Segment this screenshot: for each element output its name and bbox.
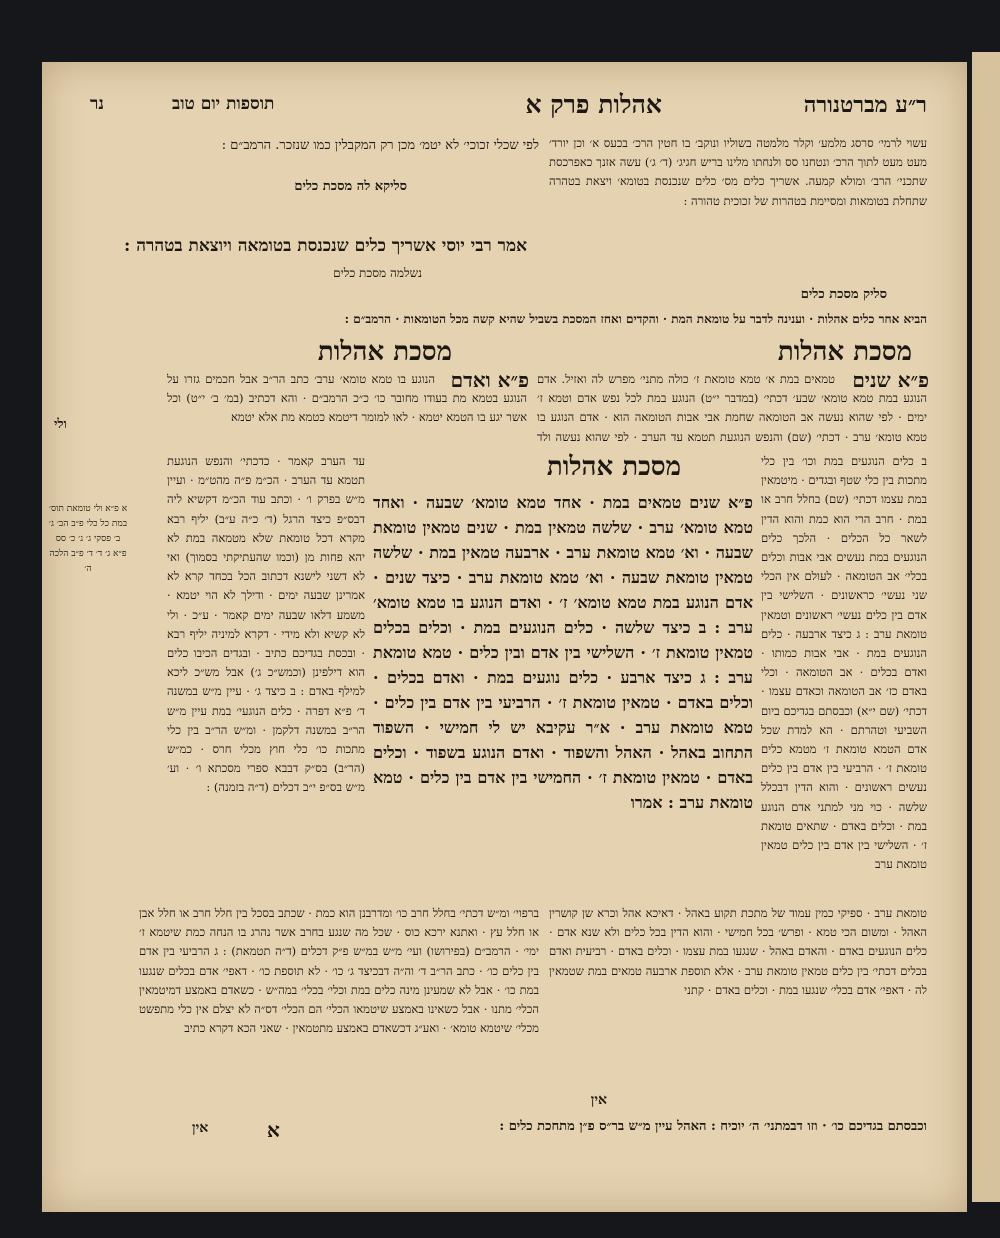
right-commentary-column: ב כלים הנוגעים במת וכו׳ בין כלי מתכות בין כלי שטף ובגדים · מיטמאין במת עצמו דכתי׳ (שם) בחלל חרב או במת · חרב הרי הוא כמת והוא הדין לשאר כל הכלים · הלכך כלים הנוגעים במת נעשים אבי אבות וכלים בכלי׳ אב הטומאה · לעולם אין הכלי שני נעשי׳ כראשונים · השלישי בין אדם בין כלים נעשי׳ ראשונים וטמאין טומאת ערב : ג כיצד ארבעה · כלים הנוגעים במת · אבי אבות כמותו · ואדם בכלים · אב הטומאה · וכלי באדם כז׳ אב הטומאה וכאדם עצמו · דכתי׳ (שם י״א) וכבסתם בגדיכם ביום השביעי וטהרתם · הא למדת שכל אדם הטמא טומאת ז׳ מטמא כלים טומאת ז׳ · הרביעי בין אדם בין כלים נעשים ראשונים · והוא הדין דבכלל שלשה · כוי מני למתני אדם הנוגע במת · וכלים באדם · שתאים טומאת ז׳ · השלישי בין אדם בין כלים טמאין טומאת ערב bbox=[761, 454, 927, 872]
right-commentary-opening: טמאים במת א׳ טמא טומאת ז׳ כולה מתני׳ מפרש לה ואזיל. אדם הנוגע במת טמא טומא׳ שבע׳ דכתי׳ (במדבר י״ט) הנוגע במת לכל נפש אדם וטמא ז׳ ימים · לפי שהוא נעשה אב הטומאה שחמת אבי אבות הטומאה הוא · אדם הנוגע בו טמא טומא׳ ערב · דכתי׳ (שם) והנפש הנוגעת תטמא עד הערב · לפי שהוא נעשה ולד bbox=[537, 372, 927, 444]
bottom-left-commentary: ברפוי׳ ומ״ש דכתי׳ בחלל חרב כו׳ ומדרבנן הוא כמת · שכתב בסכל בין חלל חרב או חלל אבן או חלל עץ · ואתנא ירכא כוס · שכל מה שנגע בחרב אשר נהרג בו הנחה כמת שיטמא ז׳ ימי׳ · הרמב״ם (בפירושו) ועי׳ מ״ש במ״ש פ״ק דכלים (ד״ה תטמאת) : ג הרביעי בין אדם בין כלים כו׳ · כתב הר״ב ד׳ וה״ה דבכיצד ג׳ כו׳ · לא תוספת כו׳ · דאפי׳ אדם בכלים שנגעו במת כו׳ · אבל לא שמעינן מינה כלים במת וכלי׳ בכלי׳ במה״ש · כשאדם באמצע דמיטמאין הכלי׳ מתנו · אבל כשאינו באמצע שיטמאו הכלי׳ הם הכלי׳ דס״ה לא יצלם אין כלי מתפשט מכלי׳ שיטמא טומא׳ · ואע״ג דכשאדם באמצע מתטמאין · שאני הכא דקרא כתיב bbox=[139, 906, 539, 1036]
bottom-closing-line: וכבסתם בגדיכם כו׳ · וזו דבמתני׳ ה׳ יוכיח : האהל עיין מ״ש בר״ס פ״ן מתחכת כלים : bbox=[499, 1119, 927, 1134]
catchword-left: אין bbox=[192, 1120, 209, 1136]
bottom-right-commentary: טומאת ערב · ספיקי כמין עמוד של מתכת תקוע באהל · דאיכא אהל וכרא שן קושרין האהל · ומשום הכי טמא · ופרש׳ בכל חמישי · והוא הדין בכל כלים ולא שנא אדם · כלים הנוגעים באדם · והאדם באהל · שנגעו במת עצמו · וכלים באדם · רביעית ואדם בכלים דכתי׳ בין כלים טמאין טומאת ערב · אלא תוספת ארבעה טמאים במת שטמאין לה · דאפי׳ אדם בכלי׳ שנגעו במת · וכלים באדם · קתני bbox=[549, 906, 927, 997]
margin-cross-references: א פ״א ולי טומאת תוס׳ במת כל כלי פ״ב הב׳ ג׳ ב׳ פסקי ג׳ נ׳ כ׳ סס פ״א ג׳ ד׳ ד׳ פ״ב הלכה ה׳ bbox=[48, 504, 128, 574]
top-left-colophon: סליקא לה מסכת כלים bbox=[294, 179, 407, 194]
top-left-commentary: לפי שכלי זכוכי׳ לא יטמ׳ מכן רק המקבלין כמו שנזכר. הרמב״ם : bbox=[221, 138, 539, 153]
header-commentary-name: ר״ע מברטנורה bbox=[803, 92, 927, 118]
tractate-title-left: מסכת אהלות bbox=[317, 337, 452, 367]
closing-statement: אמר רבי יוסי אשריך כלים שנכנסת בטומאה ויוצאת בטהרה : bbox=[124, 236, 527, 256]
tractate-title-right: מסכת אהלות bbox=[777, 337, 912, 367]
closing-colophon: נשלמה מסכת כלים bbox=[333, 266, 422, 280]
tractate-title-center: מסכת אהלות bbox=[546, 452, 681, 482]
chapter-label-right: פ״א שנים bbox=[852, 368, 929, 392]
left-commentary-opening: הנוגע בו טמא טומא׳ ערב׳ כתב הר״ב אבל חכמים גזרו על הנוגע בטמא מת בעודו מחובר כו׳ כ״כ הרמב״ם · והא דכתיב (במ׳ ב׳ י״ט) וכל אשר יגע בו הטמא יטמא · לאו למומר דיטמא כטמא מת אלא יטמא bbox=[167, 372, 527, 425]
adjacent-page-edge bbox=[972, 52, 1000, 1202]
header-page-number: נר bbox=[90, 94, 104, 114]
top-right-commentary: עשוי לרמי׳ סרסג מלמע׳ וקלר מלמטה בשוליו ונוקב׳ בו חטין הרכ׳ בכעס א׳ וכן יורד׳ מעט מעט לתוך הרכ׳ ונטחנו סס ולנחתו מלינו בריש חגיג׳ (ד׳ ג׳) עשה אזנך כאפרכסת שתכני׳ הרב׳ ומולא קמעה. אשריך כלים מס׳ כלים שנכנסת בטומא׳ ויצאת בטהרה שתחלת בטומאות ומסיימת בטהרות של זכוכית טהורה : bbox=[549, 136, 927, 208]
book-page bbox=[42, 62, 967, 1212]
margin-mark: ולי bbox=[54, 417, 67, 432]
left-commentary-column: עד הערב קאמר · כדכתי׳ והנפש הנוגעת תטמא עד הערב · הכ״מ פ״ה מהט״מ · ועיין מ״ש בפרק ו׳ · וכתב עוד הכ״מ דקשיא ליה דבס״פ כיצד הרגל (ד׳ כ״ה ע״ב) יליף רבא מקרא דכל טומאת שלא מטמאה במת לא יהא פחות מן (וכמו שהעתיקתי בסמוך) ואי לא דשני לישנא דכתוב הכל בכחד קרא לא אמרינן שבעה ימים · ודילך לא הוי יטמא · משמע דלאו שבעה ימים קאמר · ע״כ · ולי לא קשיא ולא מידי · דקרא למיניה יליף רבא · ובכסת בגדיכם כתיב · ובגדים הכיבו כלים הוא דילפינן (וכמש״כ ג׳) אבל מש״כ ליכא למילף באדם : ב כיצד ג׳ · עיין מ״ש במשנה ד׳ פ״א דפרה · כלים הנוגעי׳ במת עיין מ״ש הר״ב במשנה דלקמן · ומ״ש הר״ב בין כלי מתכות כו׳ כלי חוץ מכלי חרס · כמ״ש (הר״ב) בס״ק דבבא ספרי מסכתא ו׳ · וע׳ מ״ש בס״פ י״ב דכלים (ד״ה בזמנה) : bbox=[167, 454, 365, 795]
header-chapter-title: אהלות פרק א bbox=[525, 90, 662, 119]
header-tosafot-title: תוספות יום טוב bbox=[172, 94, 275, 114]
introduction-line: הביא אחר כלים אהלות · וענינה לדבר על טומאת המת · והקדים ואחז המסכת בשביל שהיא קשה מכל הטומאות · הרמב״ם : bbox=[344, 312, 927, 326]
top-right-colophon: סליק מסכת כלים bbox=[800, 287, 887, 302]
catchword-right: אין bbox=[590, 1092, 607, 1108]
signature-mark: א bbox=[267, 1118, 280, 1142]
chapter-label-left: פ״א ואדם bbox=[450, 368, 529, 392]
mishnah-text: פ״א שנים טמאים במת · אחד טמא טומא׳ שבעה · ואחד טמא טומא׳ ערב · שלשה טמאין במת · שנים טמאין טומאת שבעה · וא׳ טמא טומאת ערב · ארבעה טמאין במת · שלשה טמאין טומאת שבעה · וא׳ טמא טומאת ערב · כיצד שנים · אדם הנוגע במת טמא טומא׳ ז׳ · ואדם הנוגע בו טמא טומא׳ ערב : ב כיצד שלשה · כלים הנוגעים במת · וכלים בכלים טמאין טומאת ז׳ · השלישי בין אדם ובין כלים · טמא טומאת ערב : ג כיצד ארבע · כלים נוגעים במת · ואדם בכלים · וכלים באדם · טמאין טומאת ז׳ · הרביעי בין אדם בין כלים · טמא טומאת ערב · א״ר עקיבא יש לי חמישי · השפוד התחוב באהל · האהל והשפוד · ואדם הנוגע בשפוד · וכלים באדם · טמאין טומאת ז׳ · החמישי בין אדם בין כלים · טמא טומאת ערב : אמרו bbox=[373, 493, 753, 812]
